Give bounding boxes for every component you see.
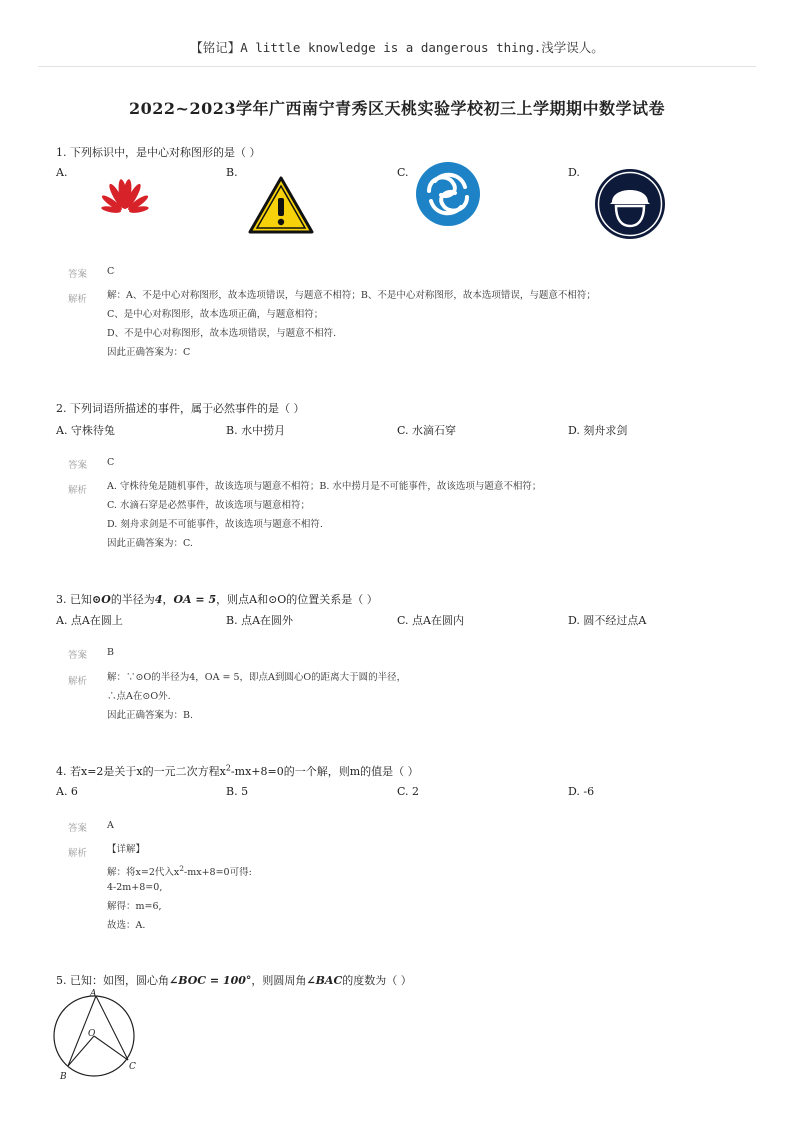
q1-stem: 1. 下列标识中，是中心对称图形的是（ ） <box>56 146 261 159</box>
q3-analysis-line: ∴点A在⊙O外. <box>107 691 171 702</box>
q4-stem-exponent: 2 <box>225 763 231 773</box>
q5-stem-text: 5. 已知：如图，圆心角 <box>56 974 169 987</box>
q2-option-d: D. 刻舟求剑 <box>568 424 628 437</box>
q2-analysis-line: D. 刻舟求剑是不可能事件，故该选项与题意不相符. <box>107 519 323 530</box>
q5-circle-figure <box>48 986 168 1086</box>
q3-stem-text: 3. 已知 <box>56 593 92 606</box>
q2-analysis-line: C. 水滴石穿是必然事件，故该选项与题意相符； <box>107 500 310 511</box>
q1-option-a-label: A. <box>56 166 68 179</box>
q3-option-c: C. 点A在圆内 <box>397 614 464 627</box>
china-mobile-logo-icon <box>415 161 481 227</box>
q4-analysis-line: 故选：A. <box>107 920 146 931</box>
q4-stem-text: -mx+8=0的一个解，则m的值是（ ） <box>230 765 419 778</box>
q4-analysis <box>107 840 252 935</box>
q2-answer-label: 答案 <box>68 460 88 471</box>
q1-option-c-label: C. <box>397 166 409 179</box>
huawei-logo-icon <box>96 172 154 220</box>
q5-point-o: O <box>88 1029 96 1039</box>
q5-stem-math-bac: ∠BAC <box>306 974 343 987</box>
warning-triangle-icon <box>248 176 314 234</box>
q3-analysis-label: 解析 <box>68 676 88 687</box>
q4-option-b: B. 5 <box>226 785 249 798</box>
q2-option-c: C. 水滴石穿 <box>397 424 457 437</box>
q3-stem-text: ， <box>162 593 174 606</box>
q4-analysis-exponent: 2 <box>179 864 185 873</box>
q1-analysis-line: D、不是中心对称图形，故本选项错误，与题意不相符. <box>107 328 337 339</box>
q5-stem-math-boc: ∠BOC = 100° <box>169 974 252 987</box>
q3-stem-text: 的半径为 <box>110 593 155 606</box>
q2-analysis-line: 因此正确答案为：C. <box>107 538 193 549</box>
q5-chord-ac <box>96 996 128 1060</box>
page-title: 2022~2023学年广西南宁青秀区天桃实验学校初三上学期期中数学试卷 <box>129 99 665 118</box>
q2-analysis-label: 解析 <box>68 485 88 496</box>
q3-stem-math-circle: ⊙O <box>92 593 111 606</box>
header-divider <box>38 66 756 67</box>
q1-answer-label: 答案 <box>68 269 88 280</box>
q1-option-d-label: D. <box>568 166 580 179</box>
q2-option-b: B. 水中捞月 <box>226 424 286 437</box>
q1-answer-value: C <box>107 266 115 277</box>
q5-point-a: A <box>90 989 97 999</box>
header-motto: 【铭记】A little knowledge is a dangerous thing.浅学误人。 <box>190 40 604 55</box>
q1-analysis <box>107 286 596 362</box>
q4-option-a: A. 6 <box>56 785 78 798</box>
q5-stem-text: ，则圆周角 <box>251 974 307 987</box>
q4-stem-text: 4. 若x=2是关于x的一元二次方程x <box>56 765 226 778</box>
q2-analysis <box>107 477 541 553</box>
q1-analysis-label: 解析 <box>68 294 88 305</box>
q4-answer-value: A <box>107 820 114 831</box>
q2-option-a: A. 守株待兔 <box>56 424 115 437</box>
q4-analysis-line: 4-2m+8=0, <box>107 882 163 893</box>
q5-radius-oc <box>94 1036 128 1060</box>
q4-stem <box>56 763 419 779</box>
q3-option-d: D. 圆不经过点A <box>568 614 647 627</box>
q4-analysis-label: 解析 <box>68 848 88 859</box>
q3-analysis-line: 解：∵⊙O的半径为4，OA = 5，即点A到圆心O的距离大于圆的半径， <box>107 672 407 683</box>
q3-stem-math-oa: OA = 5 <box>173 593 217 606</box>
q1-analysis-line: C、是中心对称图形，故本选项正确，与题意相符； <box>107 309 324 320</box>
q3-stem-math-radius: 4 <box>154 593 163 606</box>
q1-analysis-line: 因此正确答案为：C <box>107 347 191 358</box>
q4-analysis-line: 解得：m=6, <box>107 901 162 912</box>
q2-stem: 2. 下列词语所描述的事件，属于必然事件的是（ ） <box>56 402 305 415</box>
q5-stem-text: 的度数为（ ） <box>342 974 412 987</box>
q1-analysis-line: 解：A、不是中心对称图形，故本选项错误，与题意不相符；B、不是中心对称图形，故本选项错误，与题意不相符； <box>107 290 596 301</box>
q3-stem <box>56 591 378 607</box>
q3-analysis <box>107 668 406 725</box>
q5-radius-ob <box>68 1036 94 1066</box>
q5-point-b: B <box>60 1072 67 1082</box>
q5-point-c: C <box>129 1062 136 1072</box>
q3-answer-value: B <box>107 647 114 658</box>
q4-option-d: D. -6 <box>568 785 595 798</box>
q4-option-c: C. 2 <box>397 785 420 798</box>
q3-answer-label: 答案 <box>68 650 88 661</box>
q1-option-b-label: B. <box>226 166 238 179</box>
q4-analysis-text: 解：将x=2代入x <box>107 867 180 879</box>
q4-analysis-line <box>107 859 252 878</box>
q2-answer-value: C <box>107 457 115 468</box>
q3-stem-text: ，则点A和⊙O的位置关系是（ ） <box>216 593 378 606</box>
safety-helmet-sign-icon <box>594 168 666 240</box>
q2-analysis-line: A. 守株待兔是随机事件，故该选项与题意不相符；B. 水中捞月是不可能事件，故该选项与题意不相符； <box>107 481 542 492</box>
q3-analysis-line: 因此正确答案为：B. <box>107 710 194 721</box>
q4-analysis-title: 【详解】 <box>107 844 146 855</box>
q3-option-b: B. 点A在圆外 <box>226 614 294 627</box>
q3-option-a: A. 点A在圆上 <box>56 614 123 627</box>
q4-answer-label: 答案 <box>68 823 88 834</box>
q4-analysis-text: -mx+8=0可得: <box>184 867 252 879</box>
